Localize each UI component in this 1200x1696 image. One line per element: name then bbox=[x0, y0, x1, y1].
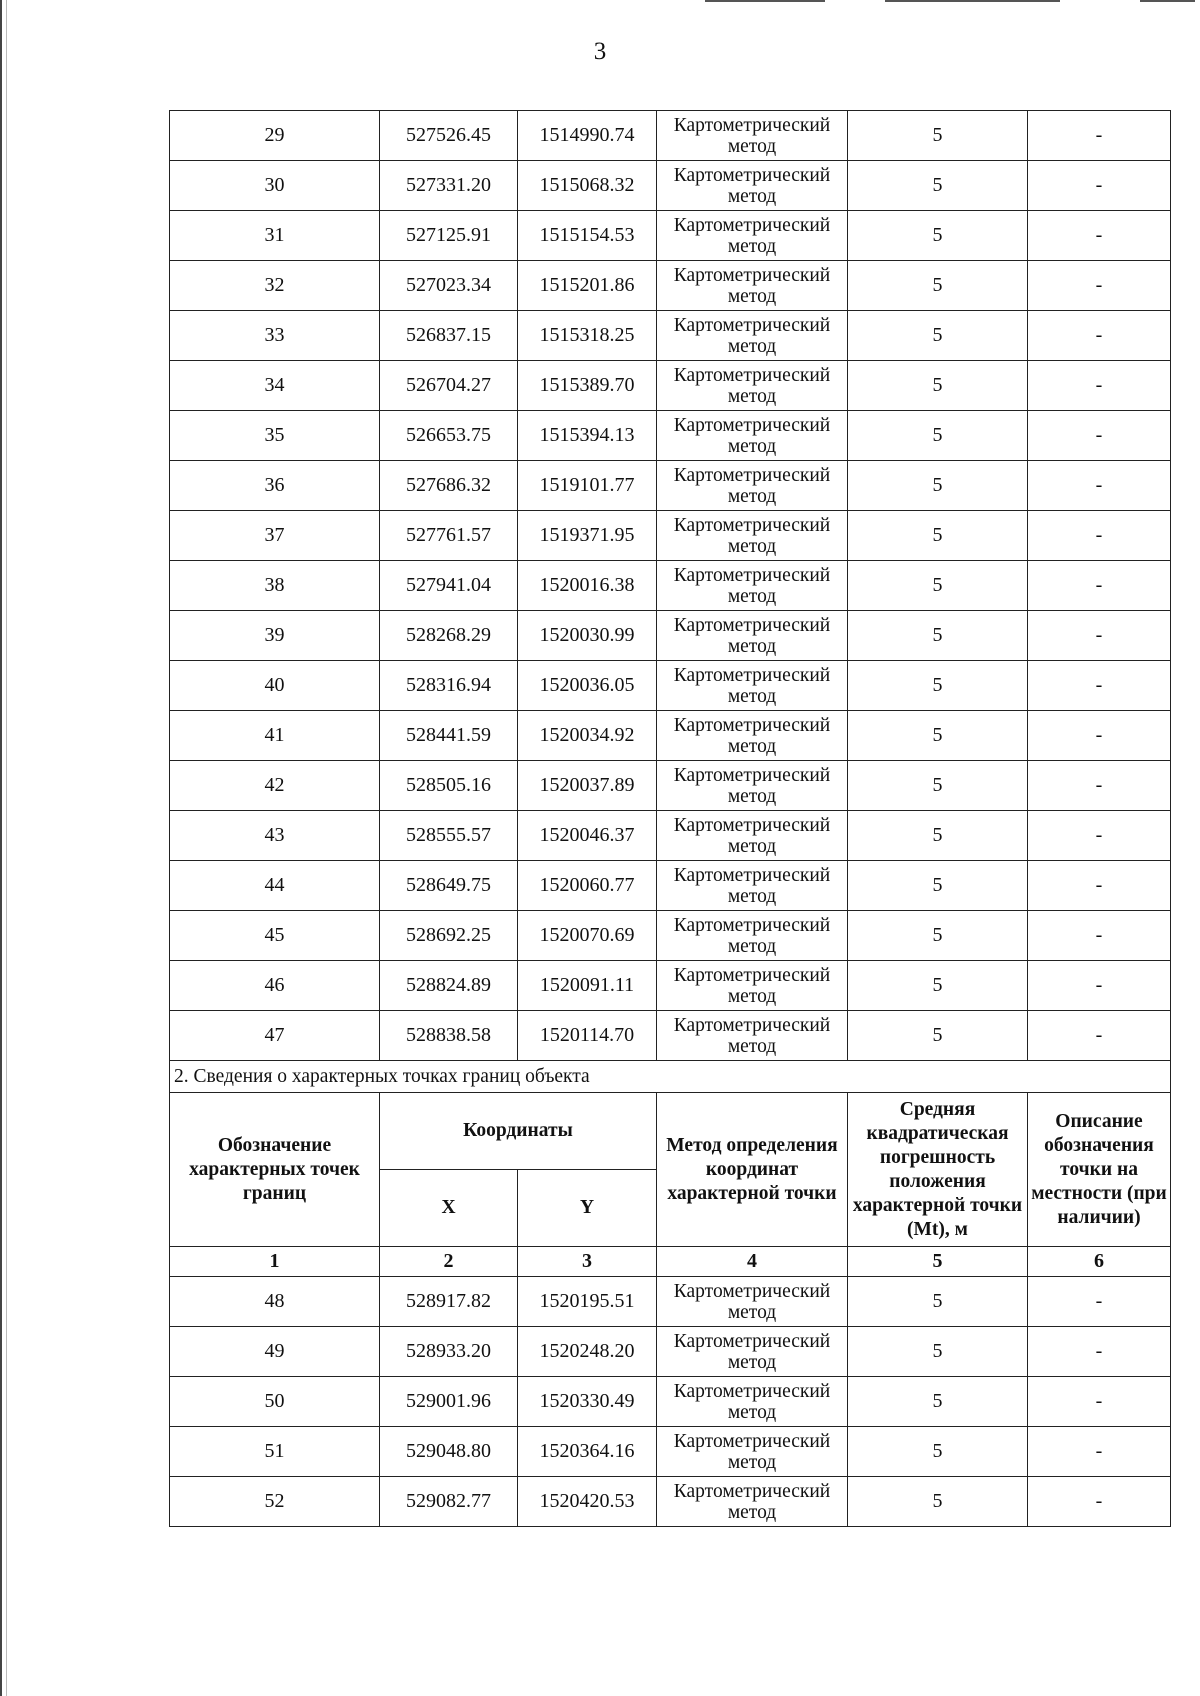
method-line-1: Картометрический bbox=[673, 1380, 831, 1402]
point-number: 49 bbox=[170, 1327, 380, 1377]
coord-y: 1519371.95 bbox=[518, 511, 657, 561]
point-number: 32 bbox=[170, 261, 380, 311]
point-number: 42 bbox=[170, 761, 380, 811]
coord-y: 1520036.05 bbox=[518, 661, 657, 711]
point-description: - bbox=[1028, 1327, 1171, 1377]
point-number: 48 bbox=[170, 1277, 380, 1327]
table-row bbox=[170, 361, 1171, 411]
method bbox=[657, 211, 848, 261]
table-row bbox=[170, 611, 1171, 661]
column-number: 5 bbox=[848, 1247, 1028, 1277]
method-line-2: метод bbox=[727, 1501, 777, 1523]
coord-y: 1515154.53 bbox=[518, 211, 657, 261]
header-x: X bbox=[380, 1170, 518, 1247]
method bbox=[657, 461, 848, 511]
method-line-1: Картометрический bbox=[673, 1280, 831, 1302]
point-number: 47 bbox=[170, 1011, 380, 1061]
coord-y: 1515318.25 bbox=[518, 311, 657, 361]
point-number: 45 bbox=[170, 911, 380, 961]
method bbox=[657, 1477, 848, 1527]
coord-y: 1520364.16 bbox=[518, 1427, 657, 1477]
column-number: 3 bbox=[518, 1247, 657, 1277]
mt-value: 5 bbox=[848, 311, 1028, 361]
coord-x: 528824.89 bbox=[380, 961, 518, 1011]
method bbox=[657, 511, 848, 561]
method-line-1: Картометрический bbox=[673, 514, 831, 536]
rows-bottom bbox=[170, 1277, 1171, 1527]
header-method: Метод определения координат характерной точки bbox=[657, 1093, 848, 1247]
point-description: - bbox=[1028, 161, 1171, 211]
table-row bbox=[170, 161, 1171, 211]
point-number: 50 bbox=[170, 1377, 380, 1427]
method-line-2: метод bbox=[727, 885, 777, 907]
method bbox=[657, 411, 848, 461]
method-line-2: метод bbox=[727, 535, 777, 557]
method-line-1: Картометрический bbox=[673, 664, 831, 686]
scan-top-mark bbox=[1140, 0, 1195, 2]
method-line-2: метод bbox=[727, 635, 777, 657]
table-row bbox=[170, 1277, 1171, 1327]
coord-y: 1520046.37 bbox=[518, 811, 657, 861]
method-line-1: Картометрический bbox=[673, 864, 831, 886]
coord-y: 1520195.51 bbox=[518, 1277, 657, 1327]
method bbox=[657, 361, 848, 411]
coord-x: 529082.77 bbox=[380, 1477, 518, 1527]
method-line-1: Картометрический bbox=[673, 1014, 831, 1036]
table-row bbox=[170, 311, 1171, 361]
coord-x: 528649.75 bbox=[380, 861, 518, 911]
method-line-2: метод bbox=[727, 485, 777, 507]
method-line-1: Картометрический bbox=[673, 814, 831, 836]
mt-value: 5 bbox=[848, 361, 1028, 411]
method-line-1: Картометрический bbox=[673, 764, 831, 786]
method bbox=[657, 811, 848, 861]
point-description: - bbox=[1028, 211, 1171, 261]
point-number: 46 bbox=[170, 961, 380, 1011]
scan-top-mark bbox=[885, 0, 1060, 2]
table-row bbox=[170, 661, 1171, 711]
point-description: - bbox=[1028, 711, 1171, 761]
coord-y: 1519101.77 bbox=[518, 461, 657, 511]
coord-y: 1515394.13 bbox=[518, 411, 657, 461]
method-line-2: метод bbox=[727, 1451, 777, 1473]
point-number: 38 bbox=[170, 561, 380, 611]
mt-value: 5 bbox=[848, 511, 1028, 561]
method-line-2: метод bbox=[727, 1351, 777, 1373]
coord-x: 528505.16 bbox=[380, 761, 518, 811]
point-description: - bbox=[1028, 761, 1171, 811]
coord-y: 1520330.49 bbox=[518, 1377, 657, 1427]
mt-value: 5 bbox=[848, 1011, 1028, 1061]
mt-value: 5 bbox=[848, 811, 1028, 861]
coord-x: 528316.94 bbox=[380, 661, 518, 711]
scan-edge-inner bbox=[6, 0, 7, 1696]
mt-value: 5 bbox=[848, 1427, 1028, 1477]
mt-value: 5 bbox=[848, 1377, 1028, 1427]
coord-x: 527023.34 bbox=[380, 261, 518, 311]
coord-x: 527686.32 bbox=[380, 461, 518, 511]
mt-value: 5 bbox=[848, 211, 1028, 261]
point-description: - bbox=[1028, 1277, 1171, 1327]
method-line-2: метод bbox=[727, 785, 777, 807]
point-description: - bbox=[1028, 561, 1171, 611]
method-line-2: метод bbox=[727, 1035, 777, 1057]
method bbox=[657, 311, 848, 361]
coord-y: 1520091.11 bbox=[518, 961, 657, 1011]
mt-value: 5 bbox=[848, 161, 1028, 211]
coord-x: 526837.15 bbox=[380, 311, 518, 361]
column-number: 4 bbox=[657, 1247, 848, 1277]
point-description: - bbox=[1028, 461, 1171, 511]
coord-y: 1520248.20 bbox=[518, 1327, 657, 1377]
method bbox=[657, 1011, 848, 1061]
method-line-2: метод bbox=[727, 185, 777, 207]
method bbox=[657, 161, 848, 211]
point-description: - bbox=[1028, 361, 1171, 411]
mt-value: 5 bbox=[848, 911, 1028, 961]
mt-value: 5 bbox=[848, 961, 1028, 1011]
point-number: 43 bbox=[170, 811, 380, 861]
point-number: 40 bbox=[170, 661, 380, 711]
table-row bbox=[170, 561, 1171, 611]
boundary-points-table bbox=[169, 110, 1171, 1527]
method bbox=[657, 611, 848, 661]
method-line-1: Картометрический bbox=[673, 1430, 831, 1452]
point-number: 51 bbox=[170, 1427, 380, 1477]
point-description: - bbox=[1028, 661, 1171, 711]
point-description: - bbox=[1028, 861, 1171, 911]
coord-x: 528555.57 bbox=[380, 811, 518, 861]
coord-y: 1520060.77 bbox=[518, 861, 657, 911]
method bbox=[657, 961, 848, 1011]
header-y: Y bbox=[518, 1170, 657, 1247]
method bbox=[657, 761, 848, 811]
mt-value: 5 bbox=[848, 1477, 1028, 1527]
method-line-1: Картометрический bbox=[673, 614, 831, 636]
table-row bbox=[170, 1477, 1171, 1527]
point-description: - bbox=[1028, 1377, 1171, 1427]
method-line-2: метод bbox=[727, 1401, 777, 1423]
mt-value: 5 bbox=[848, 111, 1028, 161]
method-line-2: метод bbox=[727, 1301, 777, 1323]
method-line-1: Картометрический bbox=[673, 564, 831, 586]
coord-x: 528441.59 bbox=[380, 711, 518, 761]
point-number: 35 bbox=[170, 411, 380, 461]
method-line-1: Картометрический bbox=[673, 364, 831, 386]
mt-value: 5 bbox=[848, 261, 1028, 311]
coord-x: 529048.80 bbox=[380, 1427, 518, 1477]
method-line-2: метод bbox=[727, 735, 777, 757]
page-number: 3 bbox=[593, 38, 607, 65]
method-line-2: метод bbox=[727, 385, 777, 407]
method-line-2: метод bbox=[727, 285, 777, 307]
method-line-1: Картометрический bbox=[673, 164, 831, 186]
point-number: 33 bbox=[170, 311, 380, 361]
mt-value: 5 bbox=[848, 411, 1028, 461]
mt-value: 5 bbox=[848, 861, 1028, 911]
mt-value: 5 bbox=[848, 1327, 1028, 1377]
point-number: 37 bbox=[170, 511, 380, 561]
method-line-1: Картометрический bbox=[673, 1330, 831, 1352]
point-number: 39 bbox=[170, 611, 380, 661]
point-description: - bbox=[1028, 961, 1171, 1011]
coord-x: 528838.58 bbox=[380, 1011, 518, 1061]
table-row bbox=[170, 1011, 1171, 1061]
method-line-2: метод bbox=[727, 235, 777, 257]
method-line-1: Картометрический bbox=[673, 1480, 831, 1502]
coord-y: 1520034.92 bbox=[518, 711, 657, 761]
coord-x: 528692.25 bbox=[380, 911, 518, 961]
point-description: - bbox=[1028, 911, 1171, 961]
header-mt: Средняя квадратическая погрешность положения характерной точки (Mt), м bbox=[848, 1093, 1028, 1247]
table-row bbox=[170, 1327, 1171, 1377]
table-row bbox=[170, 261, 1171, 311]
method bbox=[657, 861, 848, 911]
coord-x: 526653.75 bbox=[380, 411, 518, 461]
table-row bbox=[170, 711, 1171, 761]
rows-top bbox=[170, 111, 1171, 1061]
method-line-2: метод bbox=[727, 435, 777, 457]
table-row bbox=[170, 211, 1171, 261]
method bbox=[657, 661, 848, 711]
point-number: 31 bbox=[170, 211, 380, 261]
coord-x: 527941.04 bbox=[380, 561, 518, 611]
point-description: - bbox=[1028, 1011, 1171, 1061]
header-coordinates: Координаты bbox=[380, 1093, 657, 1170]
point-number: 29 bbox=[170, 111, 380, 161]
method-line-2: метод bbox=[727, 935, 777, 957]
point-description: - bbox=[1028, 511, 1171, 561]
table-row bbox=[170, 111, 1171, 161]
method bbox=[657, 911, 848, 961]
point-number: 41 bbox=[170, 711, 380, 761]
coord-y: 1520037.89 bbox=[518, 761, 657, 811]
method-line-2: метод bbox=[727, 835, 777, 857]
method bbox=[657, 1327, 848, 1377]
method-line-1: Картометрический bbox=[673, 414, 831, 436]
method-line-1: Картометрический bbox=[673, 214, 831, 236]
method-line-1: Картометрический bbox=[673, 914, 831, 936]
coord-y: 1515201.86 bbox=[518, 261, 657, 311]
table-row bbox=[170, 811, 1171, 861]
method-line-1: Картометрический bbox=[673, 264, 831, 286]
mt-value: 5 bbox=[848, 1277, 1028, 1327]
table-row bbox=[170, 511, 1171, 561]
point-number: 36 bbox=[170, 461, 380, 511]
point-number: 52 bbox=[170, 1477, 380, 1527]
method-line-1: Картометрический bbox=[673, 714, 831, 736]
point-description: - bbox=[1028, 311, 1171, 361]
header-description: Описание обозначения точки на местности (при наличии) bbox=[1028, 1093, 1171, 1247]
coord-y: 1520016.38 bbox=[518, 561, 657, 611]
coord-y: 1520070.69 bbox=[518, 911, 657, 961]
method bbox=[657, 111, 848, 161]
coord-y: 1520030.99 bbox=[518, 611, 657, 661]
point-description: - bbox=[1028, 611, 1171, 661]
method-line-1: Картометрический bbox=[673, 314, 831, 336]
point-description: - bbox=[1028, 111, 1171, 161]
mt-value: 5 bbox=[848, 711, 1028, 761]
coord-x: 526704.27 bbox=[380, 361, 518, 411]
table-row bbox=[170, 911, 1171, 961]
table-row bbox=[170, 411, 1171, 461]
method bbox=[657, 261, 848, 311]
method-line-2: метод bbox=[727, 585, 777, 607]
table-row bbox=[170, 761, 1171, 811]
coord-x: 527331.20 bbox=[380, 161, 518, 211]
column-number: 1 bbox=[170, 1247, 380, 1277]
column-number: 6 bbox=[1028, 1247, 1171, 1277]
mt-value: 5 bbox=[848, 561, 1028, 611]
table-row bbox=[170, 461, 1171, 511]
method bbox=[657, 711, 848, 761]
table-row bbox=[170, 1377, 1171, 1427]
mt-value: 5 bbox=[848, 761, 1028, 811]
point-description: - bbox=[1028, 1477, 1171, 1527]
point-description: - bbox=[1028, 1427, 1171, 1477]
point-number: 44 bbox=[170, 861, 380, 911]
point-description: - bbox=[1028, 811, 1171, 861]
coord-x: 527125.91 bbox=[380, 211, 518, 261]
coord-x: 528933.20 bbox=[380, 1327, 518, 1377]
coord-x: 527761.57 bbox=[380, 511, 518, 561]
point-description: - bbox=[1028, 261, 1171, 311]
coord-y: 1514990.74 bbox=[518, 111, 657, 161]
table-row bbox=[170, 861, 1171, 911]
coord-y: 1520420.53 bbox=[518, 1477, 657, 1527]
coord-x: 528268.29 bbox=[380, 611, 518, 661]
point-number: 34 bbox=[170, 361, 380, 411]
header-designation: Обозначение характерных точек границ bbox=[170, 1093, 380, 1247]
method-line-2: метод bbox=[727, 335, 777, 357]
column-number: 2 bbox=[380, 1247, 518, 1277]
table-row bbox=[170, 961, 1171, 1011]
table-row bbox=[170, 1427, 1171, 1477]
method bbox=[657, 1427, 848, 1477]
coord-y: 1520114.70 bbox=[518, 1011, 657, 1061]
coord-y: 1515389.70 bbox=[518, 361, 657, 411]
method-line-2: метод bbox=[727, 135, 777, 157]
point-description: - bbox=[1028, 411, 1171, 461]
method bbox=[657, 1277, 848, 1327]
coord-x: 529001.96 bbox=[380, 1377, 518, 1427]
scan-edge bbox=[0, 0, 2, 1696]
point-number: 30 bbox=[170, 161, 380, 211]
method bbox=[657, 1377, 848, 1427]
coord-x: 528917.82 bbox=[380, 1277, 518, 1327]
method bbox=[657, 561, 848, 611]
section-title: 2. Сведения о характерных точках границ объекта bbox=[170, 1061, 1171, 1093]
method-line-1: Картометрический bbox=[673, 114, 831, 136]
coord-x: 527526.45 bbox=[380, 111, 518, 161]
method-line-1: Картометрический bbox=[673, 964, 831, 986]
method-line-2: метод bbox=[727, 685, 777, 707]
method-line-2: метод bbox=[727, 985, 777, 1007]
mt-value: 5 bbox=[848, 611, 1028, 661]
method-line-1: Картометрический bbox=[673, 464, 831, 486]
mt-value: 5 bbox=[848, 661, 1028, 711]
coord-y: 1515068.32 bbox=[518, 161, 657, 211]
scan-top-mark bbox=[705, 0, 825, 2]
mt-value: 5 bbox=[848, 461, 1028, 511]
